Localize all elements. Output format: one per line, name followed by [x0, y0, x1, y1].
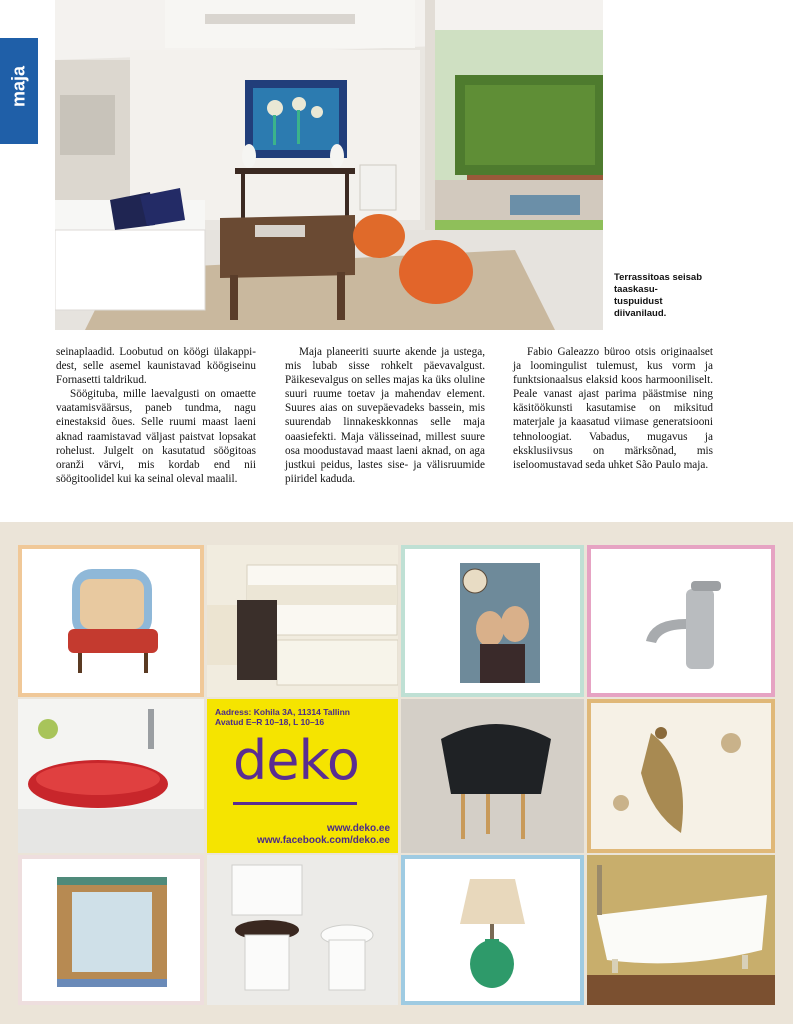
paragraph: Fabio Galeazzo büroo otsis originaalset ja loomingulist tulemust, kus vorm ja funktsionaalsus elaksid koos harmooniliselt. Peale vanast ajast parima päästmise ning käsitöökunsti kasutamise on miksitud materjale ja kaasatud viimase generatsiooni tehnoloogiat. Vabadus, mugavus ja eksklusiivsus on märksõnad, mis iseloomustavad seda uhket São Paulo maja.: [513, 346, 713, 471]
peacock-wallpaper-product-image: [587, 699, 775, 853]
website-link[interactable]: www.deko.ee: [327, 823, 390, 834]
photo-caption: Terrassitoas seisab taaskasu-tuspuidust diivanilaud.: [614, 272, 703, 319]
ad-web-links: [257, 823, 390, 847]
paragraph: seinaplaadid. Loobutud on köögi ülakappi-dest, selle asemel kaunistavad köögiseinu Fornasetti taldrikud.: [56, 346, 256, 387]
logo-underline: [233, 802, 357, 805]
deko-logo: deko: [233, 729, 359, 792]
section-tab-label: maja: [8, 65, 29, 108]
bathtub-drawing: [587, 855, 775, 1005]
deko-ad-panel: [207, 699, 398, 853]
peacock-drawing: [591, 703, 771, 849]
sink-drawing: [18, 699, 204, 853]
interior-photo: [55, 0, 603, 330]
toilet-drawing: [207, 855, 398, 1005]
faucet-drawing: [591, 549, 771, 693]
toilet-product-image: [207, 855, 398, 1005]
bed-drawing: [207, 545, 398, 697]
paragraph: Söögituba, mille laevalgusti on omaette vaatamisväärsus, paneb tundma, nagu einestaksid õues. Selle ruumi maast laeni aknad raamistavad väljast paistvat lopsakat rohelust. Julgelt on kasutatud söögitoas oranži värvi, mis kordab end nii söögitoolidel kui ka seinal oleval maalil.: [56, 388, 256, 485]
mirror-product-image: [18, 855, 204, 1005]
article-column-1: [56, 345, 256, 486]
opening-hours: Avatud E–R 10–18, L 10–16: [215, 717, 325, 727]
lamp-drawing: [405, 859, 580, 1001]
wall-clock-art-product-image: [401, 545, 584, 697]
bed-product-image: [207, 545, 398, 697]
facebook-link[interactable]: www.facebook.com/deko.ee: [256, 835, 390, 846]
armchair-drawing: [22, 549, 200, 693]
faucet-product-image: [587, 545, 775, 697]
store-address: [215, 707, 350, 727]
article-column-2: [285, 345, 485, 486]
clock-art-drawing: [405, 549, 580, 693]
lamp-product-image: [401, 855, 584, 1005]
chair-drawing: [401, 699, 584, 853]
bathtub-product-image: [587, 855, 775, 1005]
sink-product-image: [18, 699, 204, 853]
chair-product-image: [401, 699, 584, 853]
paragraph: Maja planeeriti suurte akende ja ustega, mis lubab sisse rohkelt päevavalgust. Päikesevalgus on selles majas ka üks oluline suuri ruume toetav ja mahendav element. Suures aias on suvepäevadeks bassein, mis suurendab linnakeskkonnas selle maja oaasiefekti. Maja välisseinad, millest suure osa moodustavad maast laeni aknad, on aga justkui peidus, lastes sise- ja välisruumide piiridel kaduda.: [285, 346, 485, 485]
mirror-drawing: [22, 859, 200, 1001]
address-line: Aadress: Kohila 3A, 11314 Tallinn: [215, 707, 350, 717]
armchair-product-image: [18, 545, 204, 697]
article-column-3: [513, 345, 713, 472]
interior-photo-illustration: [55, 0, 603, 330]
section-tab: [0, 38, 38, 144]
